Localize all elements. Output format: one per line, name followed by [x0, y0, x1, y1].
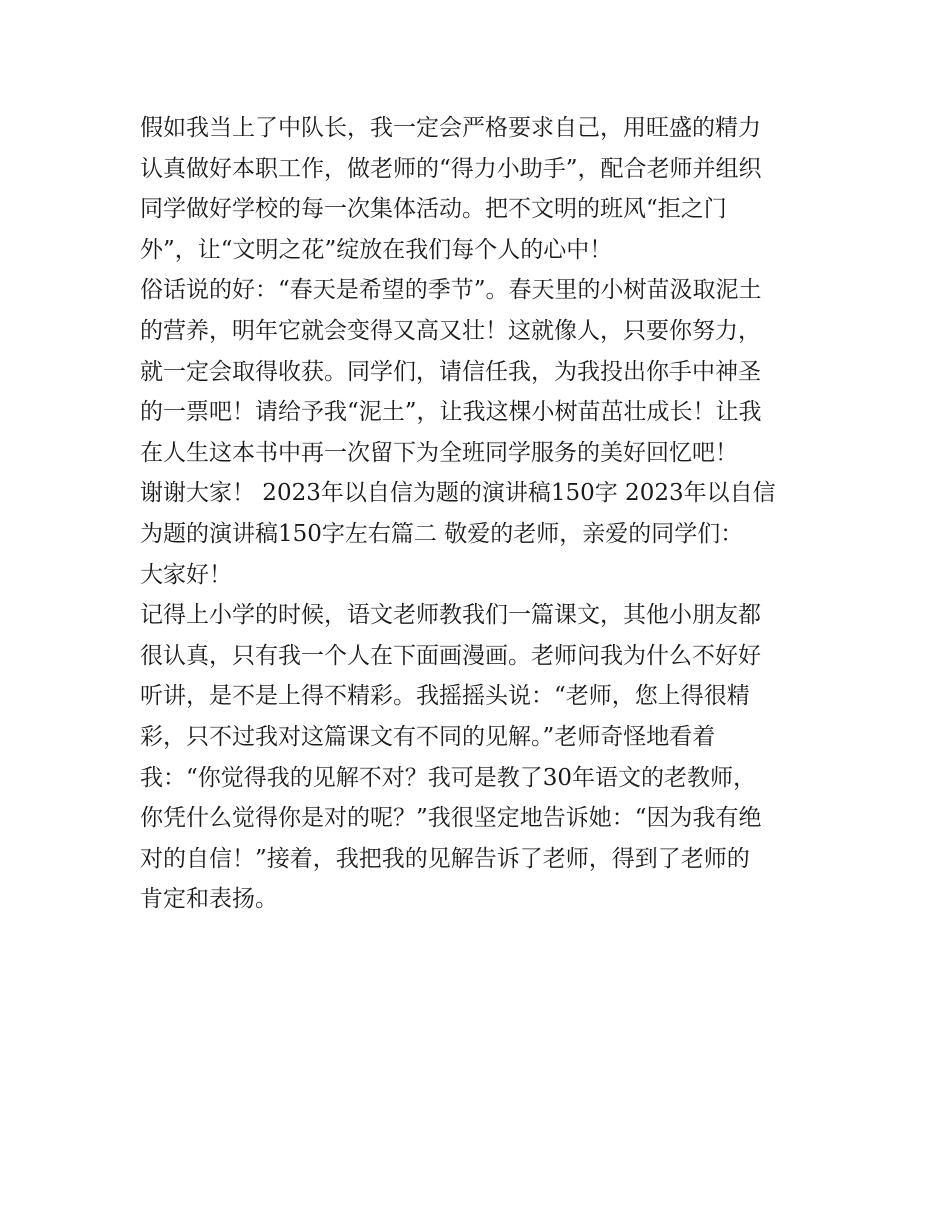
text-line: 记得上小学的时候，语文老师教我们一篇课文，其他小朋友都 — [140, 602, 761, 629]
text-line: 为题的演讲稿150字左右篇二 敬爱的老师，亲爱的同学们： — [140, 520, 744, 547]
text-line: 的营养，明年它就会变得又高又壮！这就像人，只要你努力， — [140, 317, 761, 344]
text-line: 的一票吧！请给予我“泥土”，让我这棵小树苗茁壮成长！让我 — [140, 399, 762, 426]
text-line: 外”，让“文明之花”绽放在我们每个人的心中！ — [140, 236, 613, 263]
text-line: 假如我当上了中队长，我一定会严格要求自己，用旺盛的精力 — [140, 115, 761, 141]
text-line: 谢谢大家！ 2023年以自信为题的演讲稿150字 2023年以自信 — [140, 480, 776, 507]
text-line: 彩，只不过我对这篇课文有不同的见解。”老师奇怪地看着 — [140, 723, 716, 750]
text-line: 就一定会取得收获。同学们，请信任我，为我投出你手中神圣 — [140, 358, 761, 385]
text-line: 俗话说的好：“春天是希望的季节”。春天里的小树苗汲取泥土 — [140, 277, 762, 304]
text-line: 认真做好本职工作，做老师的“得力小助手”，配合老师并组织 — [140, 155, 762, 182]
text-line: 同学做好学校的每一次集体活动。把不文明的班风“拒之门 — [140, 196, 727, 223]
document-body — [140, 108, 820, 920]
text-line: 肯定和表扬。 — [140, 886, 278, 913]
text-line: 我：“你觉得我的见解不对？我可是教了30年语文的老教师， — [140, 764, 757, 791]
text-line: 你凭什么觉得你是对的呢？”我很坚定地告诉她：“因为我有绝 — [140, 805, 762, 832]
text-line: 对的自信！”接着，我把我的见解告诉了老师，得到了老师的 — [140, 845, 750, 872]
text-line: 在人生这本书中再一次留下为全班同学服务的美好回忆吧！ — [140, 439, 738, 466]
text-line: 大家好！ — [140, 561, 232, 588]
text-line: 很认真，只有我一个人在下面画漫画。老师问我为什么不好好 — [140, 642, 761, 669]
text-line: 听讲，是不是上得不精彩。我摇摇头说：“老师，您上得很精 — [140, 683, 750, 710]
